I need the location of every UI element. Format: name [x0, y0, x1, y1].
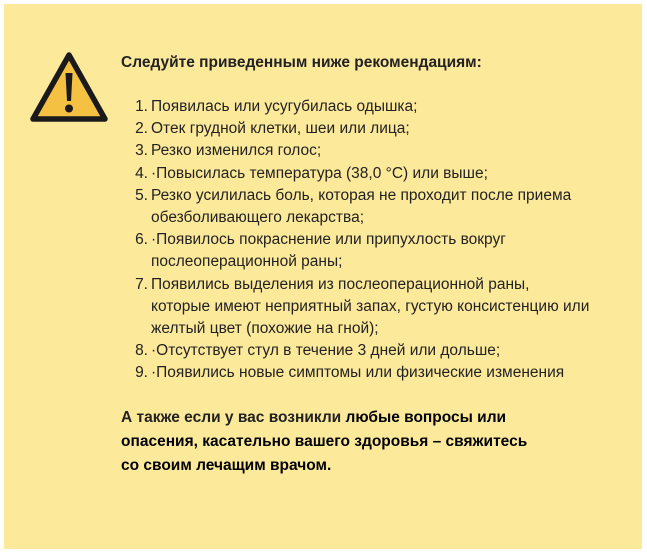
list-item: [131, 96, 631, 118]
list-item: [131, 340, 631, 362]
list-item-line: желтый цвет (похожие на гной);: [151, 320, 379, 338]
footer-line-1-end: любые вопросы или: [345, 409, 507, 426]
list-item-line: Резко изменился голос;: [151, 142, 322, 160]
list-item-number: 1.: [135, 98, 148, 115]
footer-line-2: опасения, касательно вашего здоровья – свяжитесь: [121, 433, 528, 450]
list-item-number: 6.: [135, 231, 148, 249]
list-item-text: [148, 362, 564, 384]
list-item: [131, 118, 631, 140]
list-item-number: 8.: [135, 342, 148, 360]
list-item-text: [148, 140, 321, 162]
list-item: [131, 163, 631, 185]
recommendations-card: [4, 4, 642, 549]
footer-line-1-start: А также если у вас возникли: [121, 409, 346, 426]
footer-line-3: со своим лечащим врачом.: [121, 457, 332, 474]
list-item-line: Появилась или усугубилась одышка;: [151, 98, 418, 115]
list-item-line: ·Появились новые симптомы или физические изменения: [151, 364, 565, 382]
list-item: [131, 185, 631, 229]
list-item-number: 9.: [135, 364, 148, 382]
list-item-line: Отек грудной клетки, шеи или лица;: [151, 120, 410, 138]
list-item-text: [148, 185, 571, 229]
list-item-line: ·Повысилась температура (38,0 °C) или выше;: [151, 164, 488, 182]
warning-icon: [29, 51, 109, 123]
recommendations-list: [131, 96, 631, 385]
list-item-text: [148, 274, 589, 341]
list-item-number: 7.: [135, 275, 148, 293]
list-item-line: ·Отсутствует стул в течение 3 дней или дольше;: [151, 342, 501, 360]
list-item: [131, 229, 631, 273]
list-item-line: Появились выделения из послеоперационной раны,: [151, 275, 530, 293]
page-heading: Следуйте приведенным ниже рекомендациям:: [121, 54, 482, 71]
list-item: [131, 140, 631, 162]
list-item-number: 3.: [135, 142, 148, 160]
list-item-number: 4.: [135, 164, 148, 182]
list-item-line: ·Появилось покраснение или припухлость вокруг: [151, 231, 506, 249]
list-item-text: [148, 96, 417, 118]
list-item-line: которые имеют неприятный запах, густую консистенцию или: [151, 297, 590, 315]
list-item-line: послеоперационной раны;: [151, 253, 343, 271]
list-item-text: [148, 118, 410, 140]
list-item-text: [148, 340, 500, 362]
list-item-text: [148, 229, 506, 273]
list-item: [131, 362, 631, 384]
list-item-number: 2.: [135, 120, 148, 138]
footer-note: [121, 406, 527, 478]
list-item-text: [148, 163, 488, 185]
list-item: [131, 274, 631, 341]
list-item-line: Резко усилилась боль, которая не проходит после приема: [151, 186, 572, 204]
list-item-number: 5.: [135, 186, 148, 204]
list-item-line: обезболивающего лекарства;: [151, 209, 365, 227]
footer-line-1: [121, 409, 506, 426]
